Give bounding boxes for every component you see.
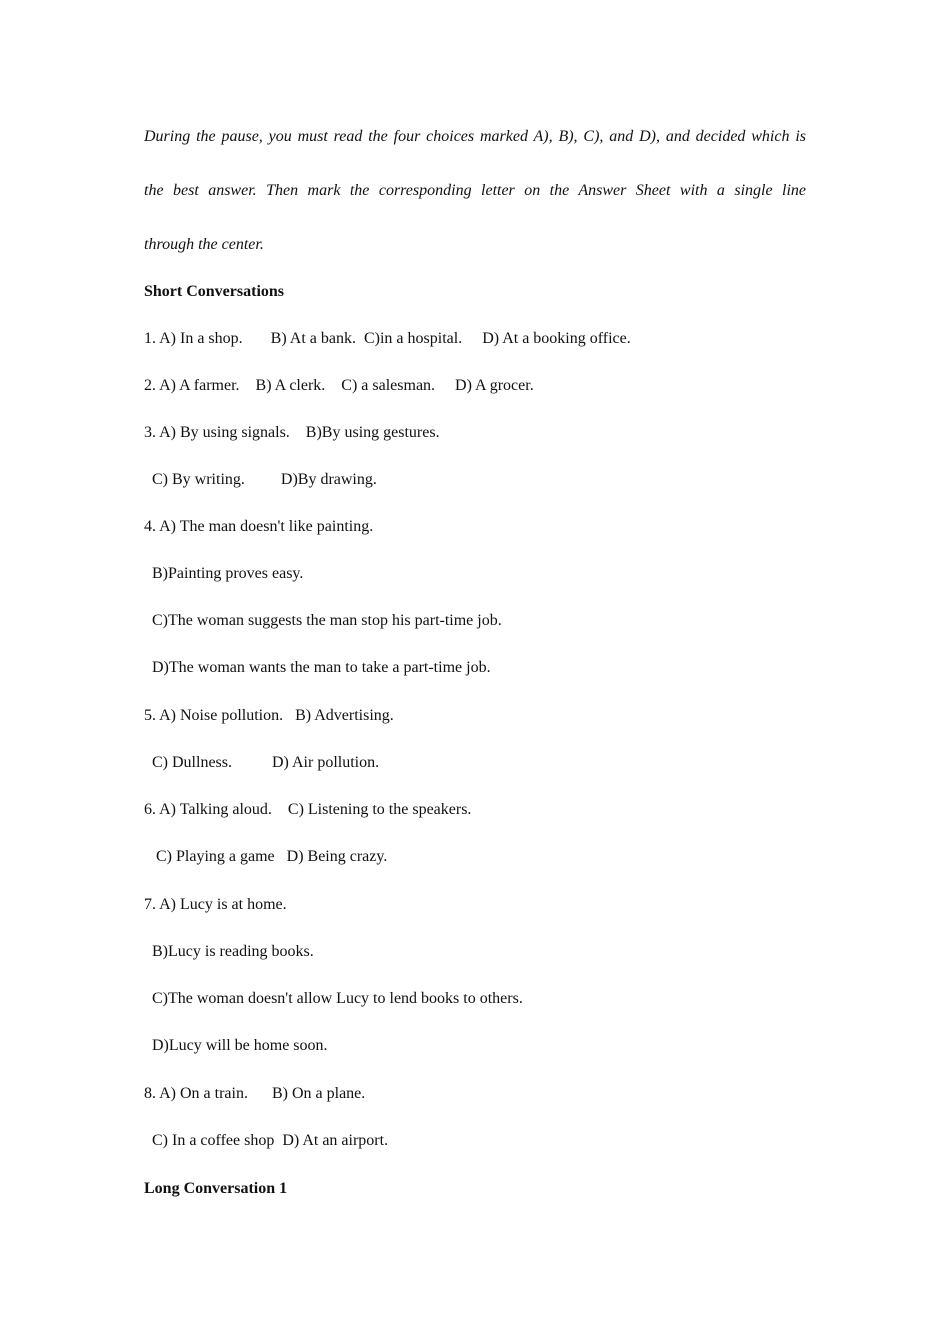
question-4-options-line-4: D)The woman wants the man to take a part-time job. <box>144 659 491 676</box>
question-4-options-line-2: B)Painting proves easy. <box>144 565 304 582</box>
question-7-options-line-2: B)Lucy is reading books. <box>144 943 314 960</box>
question-3-options-line-1: 3. A) By using signals. B)By using gestures. <box>144 424 440 441</box>
instruction-line-2: the best answer. Then mark the corresponding letter on the Answer Sheet with a single line <box>144 182 806 199</box>
instruction-line-1: During the pause, you must read the four choices marked A), B), C), and D), and decided which is <box>144 128 806 145</box>
question-7-options-line-1: 7. A) Lucy is at home. <box>144 896 287 913</box>
question-5-options-line-1: 5. A) Noise pollution. B) Advertising. <box>144 707 394 724</box>
section-heading-short-conversations: Short Conversations <box>144 283 285 300</box>
question-7-options-line-3: C)The woman doesn't allow Lucy to lend books to others. <box>144 990 523 1007</box>
question-4-options-line-3: C)The woman suggests the man stop his part-time job. <box>144 612 502 629</box>
instruction-line-3: through the center. <box>144 236 264 253</box>
question-6-options-line-1: 6. A) Talking aloud. C) Listening to the speakers. <box>144 801 472 818</box>
question-5-options-line-2: C) Dullness. D) Air pollution. <box>144 754 380 771</box>
question-8-options-line-2: C) In a coffee shop D) At an airport. <box>144 1132 389 1149</box>
question-8-options-line-1: 8. A) On a train. B) On a plane. <box>144 1085 366 1102</box>
question-1-options: 1. A) In a shop. B) At a bank. C)in a hospital. D) At a booking office. <box>144 330 631 347</box>
question-4-options-line-1: 4. A) The man doesn't like painting. <box>144 518 374 535</box>
question-6-options-line-2: C) Playing a game D) Being crazy. <box>144 848 388 865</box>
question-2-options: 2. A) A farmer. B) A clerk. C) a salesman. D) A grocer. <box>144 377 534 394</box>
section-heading-long-conversation-1: Long Conversation 1 <box>144 1180 288 1197</box>
question-7-options-line-4: D)Lucy will be home soon. <box>144 1037 328 1054</box>
question-3-options-line-2: C) By writing. D)By drawing. <box>144 471 377 488</box>
